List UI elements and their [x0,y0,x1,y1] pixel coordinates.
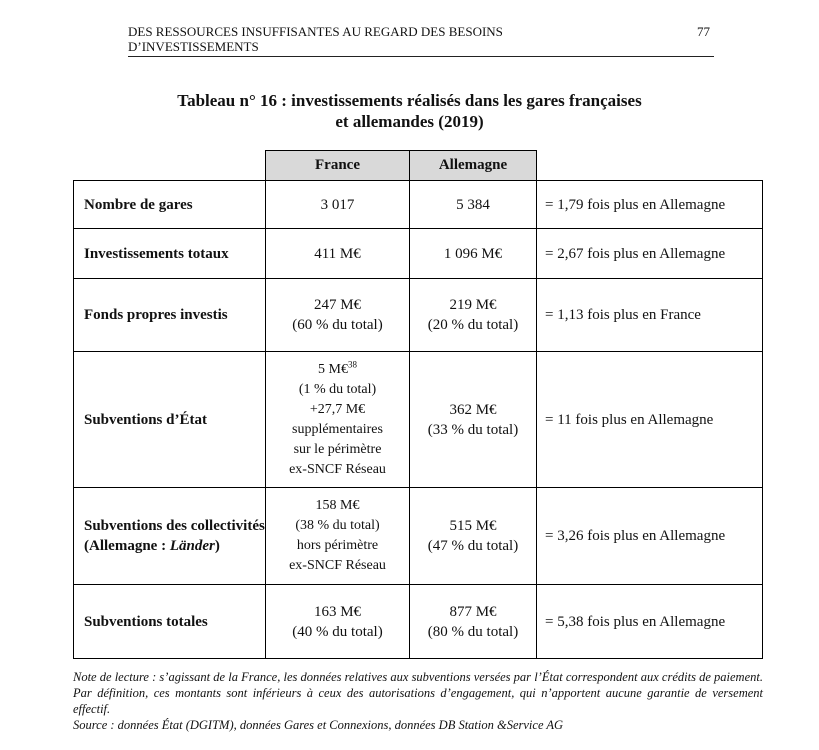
france-amount: 163 M€ [313,603,362,620]
france-value [266,585,410,659]
allemagne-value [410,488,537,585]
page-number: 77 [697,24,710,39]
allemagne-amount: 362 M€ [449,401,497,418]
table-row [74,585,763,659]
allemagne-share: (33 % du total) [427,421,519,438]
allemagne-amount: 219 M€ [449,297,497,313]
table-corner-right [537,151,763,181]
france-share: (1 % du total) [298,381,377,397]
row-label: Fonds propres investis [74,279,266,352]
row-label-text: Subventions des collectivités (Allemagne : [84,518,265,554]
comparison: = 2,67 fois plus en Allemagne [537,229,763,279]
france-share: (38 % du total) [295,518,380,533]
france-extra: ex-SNCF Réseau [289,558,386,573]
france-amount: 158 M€ [315,498,360,513]
france-value: 411 M€ [266,229,410,279]
row-label [74,488,266,585]
france-extra: ex-SNCF Réseau [289,461,386,477]
france-amount [266,360,409,380]
france-share: (60 % du total) [292,317,383,333]
table-title-line-2: et allemandes (2019) [335,112,484,131]
france-extra: +27,7 M€ [309,401,366,417]
allemagne-share: (20 % du total) [427,317,519,333]
allemagne-value: 5 384 [410,181,537,229]
row-label: Subventions d’État [74,352,266,488]
allemagne-share: (47 % du total) [427,538,519,554]
comparison: = 3,26 fois plus en Allemagne [537,488,763,585]
row-label: Nombre de gares [74,181,266,229]
france-value [266,488,410,585]
france-amount-text: 5 M€ [318,361,348,377]
comparison: = 1,79 fois plus en Allemagne [537,181,763,229]
comparison: = 11 fois plus en Allemagne [537,352,763,488]
allemagne-value [410,585,537,659]
row-label-text: ) [214,538,220,554]
column-header-allemagne: Allemagne [410,151,537,181]
table-note [73,669,763,733]
france-value [266,352,410,488]
table-row [74,352,763,488]
table-title [0,90,819,132]
table-row [74,279,763,352]
france-share: (40 % du total) [292,623,383,640]
table-corner [74,151,266,181]
allemagne-amount: 515 M€ [449,518,497,534]
column-header-france: France [266,151,410,181]
france-extra: sur le périmètre [293,441,382,457]
table-row [74,229,763,279]
comparison: = 5,38 fois plus en Allemagne [537,585,763,659]
source-note: Source : données État (DGITM), données Gares et Connexions, données DB Station &Service AG [73,718,564,732]
investment-table [73,150,763,659]
table-row [74,488,763,585]
france-extra: supplémentaires [292,421,383,437]
reading-note: Note de lecture : s’agissant de la France, les données relatives aux subventions versées par l’État correspondent aux crédits de paiement. Par définition, ces montants sont inférieurs à ceux des autorisations d’engagement, qui n’apportent aucune garantie de versement effectif. [73,670,763,716]
table-header-row [74,151,763,181]
allemagne-value: 1 096 M€ [410,229,537,279]
allemagne-value [410,279,537,352]
allemagne-amount: 877 M€ [449,603,497,620]
allemagne-share: (80 % du total) [427,623,519,640]
table-row [74,181,763,229]
row-label-italic: Länder [169,538,215,554]
france-value: 3 017 [266,181,410,229]
france-value [266,279,410,352]
footnote-ref: 38 [347,358,357,369]
comparison: = 1,13 fois plus en France [537,279,763,352]
france-extra: hors périmètre [296,538,379,553]
row-label: Investissements totaux [74,229,266,279]
france-amount: 247 M€ [313,297,362,313]
allemagne-value [410,352,537,488]
running-header [128,24,714,57]
running-header-title: DES RESSOURCES INSUFFISANTES AU REGARD DES BESOINS D’INVESTISSEMENTS [128,24,503,54]
row-label: Subventions totales [74,585,266,659]
table-title-line-1: Tableau n° 16 : investissements réalisés dans les gares françaises [177,91,642,110]
